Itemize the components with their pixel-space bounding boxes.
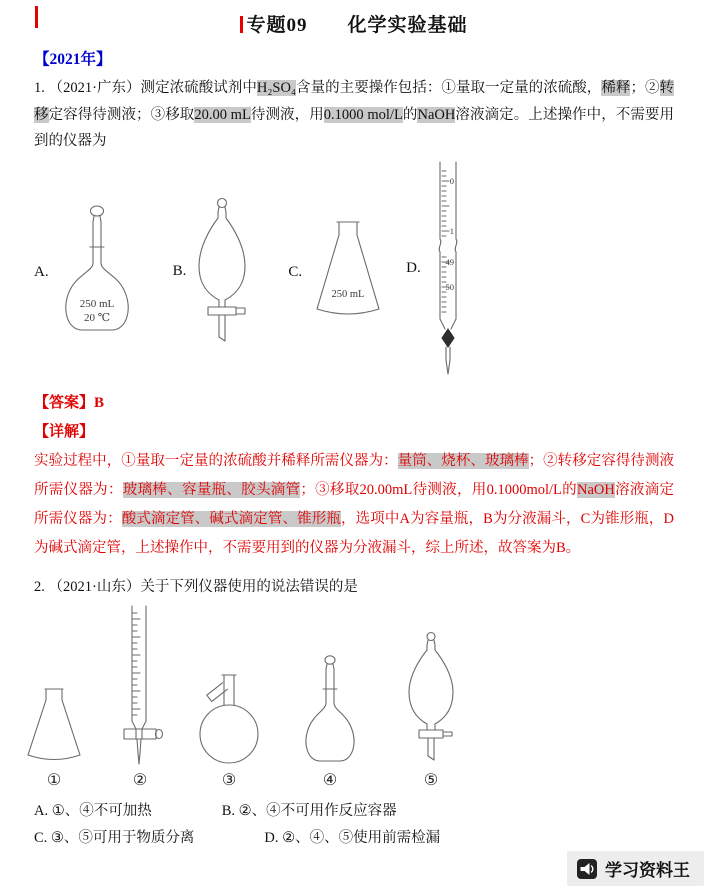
burette-tip — [137, 739, 141, 764]
stopcock — [419, 730, 452, 738]
scale-number: 1 — [449, 225, 454, 236]
figure-5 — [404, 631, 458, 790]
volumetric-flask-figure — [300, 653, 360, 767]
flask-neck — [222, 675, 236, 705]
erlenmeyer-flask-figure — [22, 687, 86, 767]
flask-outline — [28, 689, 80, 760]
brand-name: 学习资料王 — [605, 861, 690, 880]
question-2-text: 2. （2021·山东）关于下列仪器使用的说法错误的是 — [34, 578, 358, 595]
separating-funnel-figure — [192, 197, 252, 347]
stopcock — [208, 307, 245, 315]
acid-burette-figure — [116, 603, 164, 767]
option-d-text: D. ②、④、⑤使用前需检漏 — [264, 829, 441, 846]
text-segment: 待测液，用 — [250, 106, 324, 123]
text-segment: ；② — [630, 80, 660, 96]
document-body — [0, 47, 708, 852]
option-d-label: D. — [406, 260, 421, 276]
text-segment: 溶液滴定。上述操作中，不需要用到的仪器为 — [34, 106, 675, 149]
graduation-marks — [133, 613, 140, 715]
stopper-icon — [218, 198, 227, 207]
figure-1 — [22, 687, 86, 790]
explanation-text — [34, 447, 674, 563]
text-segment: ；③移取20.00mL待测液，用0.1000mol/L的 — [300, 481, 577, 498]
stopper-icon — [90, 206, 103, 216]
option-a-text: A. ①、④不可加热 — [34, 802, 152, 819]
burette-tube — [132, 606, 146, 721]
option-c-label: C. — [288, 264, 303, 280]
figure-option-a — [34, 203, 139, 343]
figure-4 — [300, 653, 360, 790]
option-c-text: C. ③、⑤可用于物质分离 — [34, 829, 195, 846]
stopcock-handle — [156, 729, 163, 738]
options-line-2 — [34, 825, 674, 852]
tube-break-mark — [439, 239, 457, 252]
funnel-stem — [219, 315, 225, 341]
text-segment: 含量的主要操作包括：①量取一定量的浓硫酸， — [296, 80, 602, 96]
figure-number: ⑤ — [423, 771, 439, 789]
flask-bulb — [200, 705, 258, 763]
equation-segment: H₂SO₄ — [256, 80, 296, 96]
figure-3 — [195, 659, 263, 790]
text-segment: 定容得待测液；③移取 — [48, 106, 195, 123]
brand-watermark — [567, 851, 704, 886]
explanation-heading: 【详解】 — [34, 423, 95, 440]
answer-line: 【答案】B — [34, 394, 105, 411]
pinch-bead — [442, 329, 454, 347]
highlighted-segment: 玻璃棒、容量瓶、胶头滴管 — [122, 481, 301, 498]
figure-2 — [116, 603, 164, 790]
figure-option-d — [406, 159, 471, 379]
highlighted-segment: NaOH — [576, 481, 615, 498]
burette-tip — [446, 347, 450, 374]
figure-option-c — [288, 219, 388, 327]
year-heading: 【2021年】 — [34, 51, 112, 68]
text-segment: 的 — [402, 106, 418, 123]
stopcock — [124, 729, 156, 739]
option-a-label: A. — [34, 264, 49, 280]
figure-number: ② — [132, 771, 148, 789]
figure-number: ④ — [322, 771, 338, 789]
scale-number: 0 — [449, 175, 454, 186]
flask-capacity-text: 250 mL — [79, 297, 114, 310]
highlighted-segment: 酸式滴定管、碱式滴定管、锥形瓶 — [121, 510, 341, 527]
q1-equipment-row — [34, 157, 674, 379]
flask-outline — [306, 669, 354, 761]
text-segment: ；②转移定容得待测液所需仪器为： — [34, 452, 675, 498]
figure-number: ① — [46, 771, 62, 789]
funnel-body-outline — [199, 212, 245, 307]
option-b-label: B. — [172, 263, 187, 279]
megaphone-icon — [576, 858, 598, 880]
q2-options — [34, 798, 674, 852]
equation-segment: 0.1000 mol/L — [323, 106, 403, 123]
funnel-stem — [428, 738, 434, 760]
figure-option-b — [173, 197, 253, 347]
tube-taper — [440, 319, 456, 329]
burette-figure — [427, 159, 471, 379]
text-segment: 溶液滴定所需仪器为： — [34, 481, 675, 527]
option-b-text: B. ②、④不可用作反应容器 — [221, 802, 397, 819]
erlenmeyer-flask-figure — [308, 219, 388, 327]
text-segment: 实验过程中，①量取一定量的浓硫酸并稀释所需仪器为： — [34, 452, 398, 469]
tube-taper — [132, 721, 146, 729]
question-1-text — [34, 75, 674, 155]
separating-funnel-figure — [404, 631, 458, 767]
highlighted-segment: 转移 — [34, 80, 675, 123]
stopper-base — [93, 216, 101, 222]
scale-number: 50 — [445, 281, 454, 292]
title-revision-caret — [240, 16, 243, 33]
equation-segment: NaOH — [417, 106, 456, 123]
figure-number: ③ — [221, 771, 237, 789]
stopper-icon — [427, 632, 435, 640]
volumetric-flask-figure — [55, 203, 139, 343]
flask-outline — [317, 222, 379, 314]
scale-number: 49 — [445, 256, 454, 267]
stopper-icon — [325, 655, 335, 663]
page-title — [0, 0, 708, 37]
text-segment: ，选项中A为容量瓶，B为分液漏斗，C为锥形瓶，D为碱式滴定管，上述操作中，不需要用到的仪器为分液漏斗，综上所述，故答案为B。 — [34, 510, 675, 556]
highlighted-segment: 量筒、烧杯、玻璃棒 — [397, 452, 529, 469]
highlighted-segment: 稀释 — [601, 80, 631, 96]
funnel-body-outline — [409, 645, 453, 730]
distillation-flask-figure — [195, 659, 263, 767]
page-title-text: 专题09 化学实验基础 — [246, 15, 468, 36]
text-segment: 1. （2021·广东）测定浓硫酸试剂中 — [34, 80, 257, 96]
flask-capacity-text: 250 mL — [331, 288, 365, 300]
q2-equipment-row — [34, 600, 674, 790]
flask-temperature-text: 20 ℃ — [83, 311, 110, 324]
options-line-1 — [34, 798, 674, 825]
equation-segment: 20.00 mL — [194, 106, 251, 123]
